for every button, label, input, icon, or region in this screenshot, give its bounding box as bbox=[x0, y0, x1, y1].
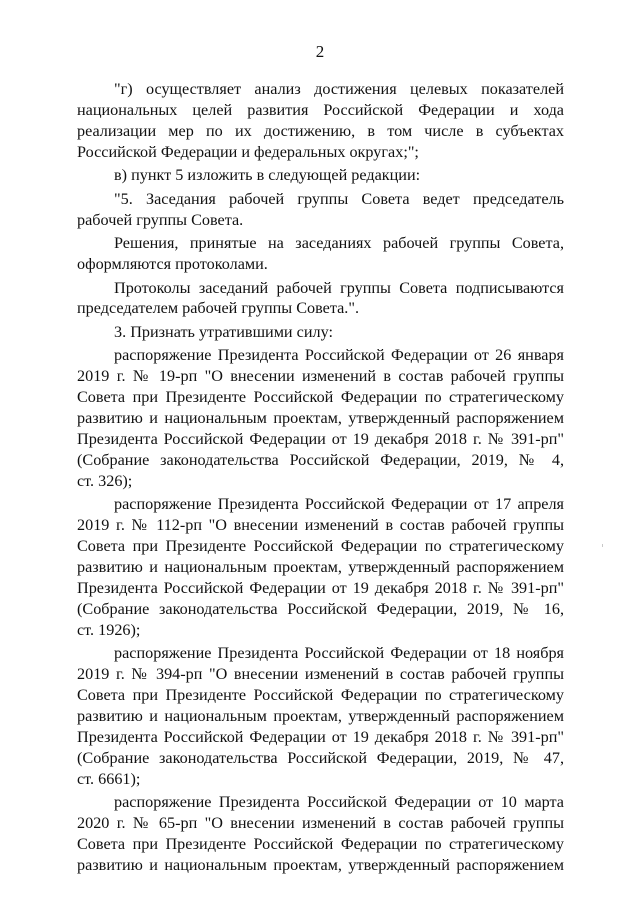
text-line: 2019 г. № 394-рп "О внесении изменений в состав рабочей группы bbox=[77, 665, 564, 684]
text-line: национальных целей развития Российской Федерации и хода bbox=[77, 100, 564, 119]
text-line: развитию и национальным проектам, утвержденный распоряжением bbox=[77, 409, 564, 428]
scan-artifact-mark bbox=[602, 544, 603, 547]
paragraph bbox=[77, 79, 564, 163]
text-line: развитию и национальным проектам, утвержденный распоряжением bbox=[77, 558, 564, 577]
document-body bbox=[77, 79, 564, 876]
text-line: Президента Российской Федерации от 19 декабря 2018 г. № 391-рп" bbox=[77, 579, 564, 597]
text-line: (Собрание законодательства Российской Федерации, 2019, № 47, bbox=[77, 748, 564, 767]
paragraph bbox=[77, 165, 564, 186]
text-line: ст. 6661); bbox=[77, 769, 141, 788]
text-line: оформляются протоколами. bbox=[77, 255, 268, 274]
paragraph bbox=[77, 233, 564, 275]
text-line: "5. Заседания рабочей группы Совета ведет председатель bbox=[114, 189, 564, 208]
text-line: Совета при Президенте Российской Федерации по стратегическому bbox=[77, 686, 564, 705]
text-line: 3. Признать утратившими силу: bbox=[114, 322, 333, 341]
text-line: Совета при Президенте Российской Федерации по стратегическому bbox=[77, 388, 564, 407]
text-line: 2019 г. № 19-рп "О внесении изменений в состав рабочей группы bbox=[77, 367, 564, 386]
text-line: Президента Российской Федерации от 19 декабря 2018 г. № 391-рп" bbox=[77, 430, 564, 449]
paragraph bbox=[77, 189, 564, 231]
text-line: 2020 г. № 65-рп "О внесении изменений в состав рабочей группы bbox=[77, 814, 564, 833]
text-line: Совета при Президенте Российской Федерации по стратегическому bbox=[77, 835, 564, 854]
text-line: ст. 1926); bbox=[77, 620, 141, 639]
text-line: 2019 г. № 112-рп "О внесении изменений в состав рабочей группы bbox=[77, 516, 564, 535]
text-line: распоряжение Президента Российской Федерации от 17 апреля bbox=[114, 495, 564, 514]
paragraph bbox=[77, 278, 564, 320]
text-line: распоряжение Президента Российской Федерации от 10 марта bbox=[114, 793, 564, 812]
text-line: (Собрание законодательства Российской Федерации, 2019, № 4, bbox=[77, 450, 564, 469]
paragraph bbox=[77, 494, 564, 640]
text-line: рабочей группы Совета. bbox=[77, 210, 244, 229]
text-line: Протоколы заседаний рабочей группы Совета подписываются bbox=[114, 278, 564, 297]
text-line: Решения, принятые на заседаниях рабочей группы Совета, bbox=[114, 234, 564, 253]
page-number: 2 bbox=[315, 42, 325, 61]
text-line: распоряжение Президента Российской Федерации от 18 ноября bbox=[114, 644, 564, 663]
text-line: Совета при Президенте Российской Федерации по стратегическому bbox=[77, 537, 564, 556]
text-line: развитию и национальным проектам, утвержденный распоряжением bbox=[77, 707, 564, 726]
paragraph bbox=[77, 643, 564, 789]
text-line: Президента Российской Федерации от 19 декабря 2018 г. № 391-рп" bbox=[77, 727, 564, 746]
text-line: в) пункт 5 изложить в следующей редакции: bbox=[114, 166, 421, 185]
paragraph bbox=[77, 792, 564, 876]
text-line: (Собрание законодательства Российской Федерации, 2019, № 16, bbox=[77, 599, 564, 618]
text-line: "г) осуществляет анализ достижения целевых показателей bbox=[114, 80, 564, 98]
text-line: ст. 326); bbox=[77, 471, 133, 490]
paragraph bbox=[77, 345, 564, 491]
text-line: Российской Федерации и федеральных округах;"; bbox=[77, 142, 419, 161]
text-line: развитию и национальным проектам, утвержденный распоряжением bbox=[77, 855, 564, 874]
text-line: распоряжение Президента Российской Федерации от 26 января bbox=[114, 346, 564, 365]
paragraph bbox=[77, 322, 564, 343]
text-line: председателем рабочей группы Совета.". bbox=[77, 299, 359, 318]
text-line: реализации мер по их достижению, в том числе в субъектах bbox=[77, 121, 564, 140]
